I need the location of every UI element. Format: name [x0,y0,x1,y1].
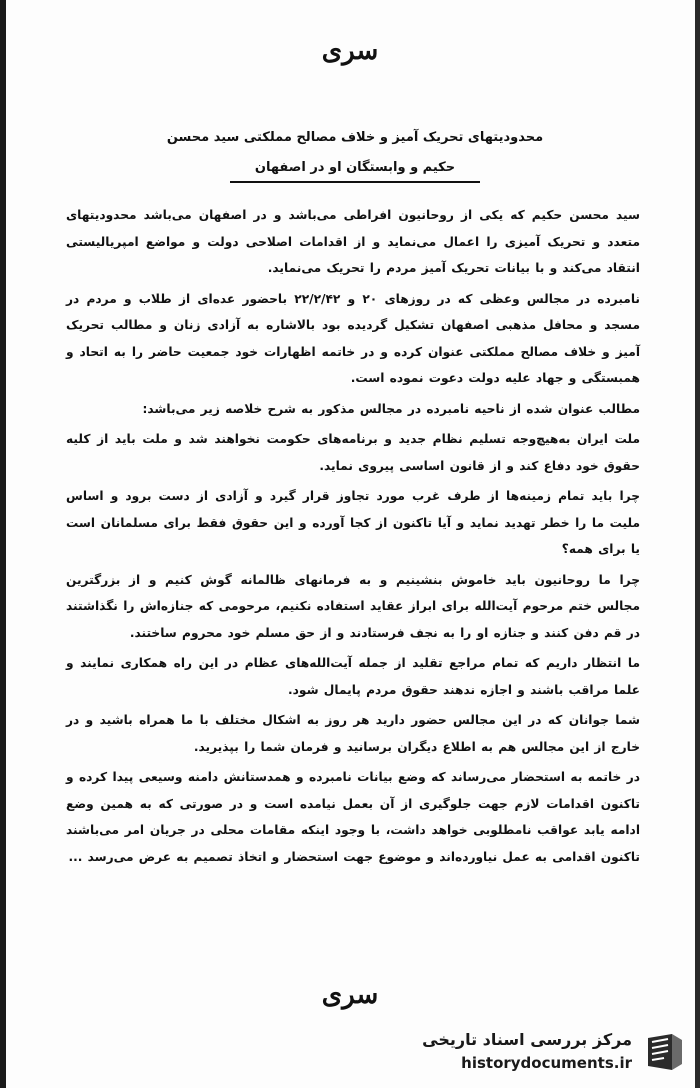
body-paragraph: نامبرده در مجالس وعظی که در روزهای ۲۰ و ۲۲/۲/۴۲ باحضور عده‌ای از طلاب و مردم در مسجد و محافل مذهبی اصفهان تشکیل گردیده بود بالاشاره به آزادی زنان و مطالب تحریک آمیز و خلاف مصالح مملکتی عنوان کرده و در خاتمه اظهارات خود جمعیت حاضر را به اتحاد و همبستگی و جهاد علیه دولت دعوت نموده است. [66,291,641,385]
archive-logo-icon [642,1030,686,1074]
scan-edge-right [695,0,700,1088]
classification-top: سری [321,36,379,66]
archive-name: مرکز بررسی اسناد تاریخی [422,1030,632,1049]
body-paragraph: شما جوانان که در این مجالس حضور دارید هر روز به اشکال مختلف با ما همراه باشید و در خارج از این مجالس هم به اطلاع دیگران برسانید و فرمان شما را بپذیرید. [66,713,640,754]
archive-watermark[interactable] [386,1024,686,1080]
body-paragraph: سید محسن حکیم که یکی از روحانیون افراطی می‌باشد و در اصفهان می‌باشد محدودیتهای متعدد و تحریک آمیزی را اعمال می‌نماید و از اقدامات اصلاحی دولت و مواضع امپریالیستی انتقاد می‌کند و با بیانات تحریک آمیز مردم را تحریک می‌نماید. [66,208,640,275]
body-paragraph: ما انتظار داریم که تمام مراجع تقلید از جمله آیت‌الله‌های عظام در این راه همکاری نمایند و علما مراقب باشند و اجازه ندهند حقوق مردم پایمال شود. [66,656,640,697]
document-title-line1: محدودیتهای تحریک آمیز و خلاف مصالح مملکتی سید محسن [166,130,544,145]
classification-bottom: سری [321,980,379,1010]
document-body [66,202,640,874]
body-paragraph: در خاتمه به استحضار می‌رساند که وضع بیانات نامبرده و همدستانش دامنه وسیعی پیدا کرده و تاکنون اقدامات لازم جهت جلوگیری از آن بعمل نیامده است و در صورتی که به همین وضع ادامه یابد عواقب نامطلوبی خواهد داشت، با وجود اینکه مقامات محلی در جریان امر می‌باشند تاکنون اقدامی به عمل نیاورده‌اند و موضوع جهت استحضار و اتخاذ تصمیم به عرض می‌رسد ... [66,770,640,864]
body-paragraph: ملت ایران به‌هیچ‌وجه تسلیم نظام جدید و برنامه‌های حکومت نخواهند شد و ملت باید از کلیه حقوق خود دفاع کند و از قانون اساسی پیروی نماید. [66,432,640,473]
body-paragraph: مطالب عنوان شده از ناحیه نامبرده در مجالس مذکور به شرح خلاصه زیر می‌باشد: [142,401,640,416]
body-paragraph: چرا ما روحانیون باید خاموش بنشینیم و به فرمانهای ظالمانه گوش کنیم و از بزرگترین مجالس ختم مرحوم آیت‌الله برای ابراز عقاید استفاده نکنیم، مرحومی که جنازه‌اش را نگذاشتند در قم دفن کنند و جنازه او را به نجف فرستادند و از حق مسلم خود محروم ساختند. [66,572,640,640]
scan-edge-left [0,0,6,1088]
document-title-line2: حکیم و وابستگان او در اصفهان [254,160,456,175]
archive-url-link[interactable]: historydocuments.ir [461,1054,632,1072]
title-underline [230,181,480,183]
body-paragraph: چرا باید تمام زمینه‌ها از طرف غرب مورد تجاوز قرار گیرد و آزادی از دست برود و اساس ملیت ما را خطر تهدید نماید و آیا تاکنون از کجا آورده و این حقوق فقط برای مسلمانان است یا برای همه؟ [66,489,640,556]
